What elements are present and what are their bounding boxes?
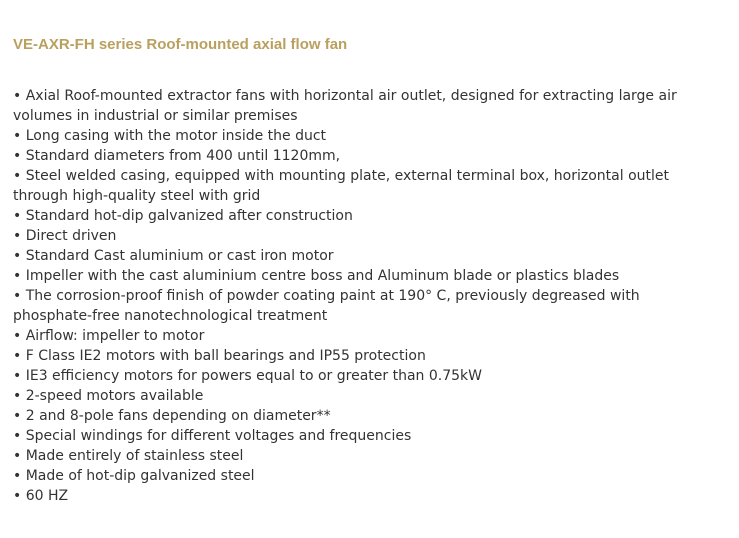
- feature-item: • Impeller with the cast aluminium centre boss and Aluminum blade or plastics blades: [13, 266, 713, 286]
- feature-item: • Made entirely of stainless steel: [13, 446, 713, 466]
- feature-item: • Long casing with the motor inside the duct: [13, 126, 713, 146]
- feature-item: • 2-speed motors available: [13, 386, 713, 406]
- feature-item: • Standard Cast aluminium or cast iron motor: [13, 246, 713, 266]
- feature-item: • Direct driven: [13, 226, 713, 246]
- feature-item: • Made of hot-dip galvanized steel: [13, 466, 713, 486]
- page-title: VE-AXR-FH series Roof-mounted axial flow fan: [13, 36, 348, 53]
- feature-item: • The corrosion-proof finish of powder coating paint at 190° C, previously degreased with phosphate-free nanotechnological treatment: [13, 286, 713, 326]
- feature-item: • F Class IE2 motors with ball bearings and IP55 protection: [13, 346, 713, 366]
- feature-item: • 2 and 8-pole fans depending on diameter**: [13, 406, 713, 426]
- feature-item: • Steel welded casing, equipped with mounting plate, external terminal box, horizontal outlet through high-quality steel with grid: [13, 166, 713, 206]
- feature-item: • IE3 efficiency motors for powers equal to or greater than 0.75kW: [13, 366, 713, 386]
- feature-item: • Axial Roof-mounted extractor fans with horizontal air outlet, designed for extracting large air volumes in industrial or similar premises: [13, 86, 713, 126]
- feature-list: [13, 86, 713, 506]
- feature-item: • Airflow: impeller to motor: [13, 326, 713, 346]
- feature-item: • Standard diameters from 400 until 1120mm,: [13, 146, 713, 166]
- feature-item: • 60 HZ: [13, 486, 713, 506]
- feature-item: • Special windings for different voltages and frequencies: [13, 426, 713, 446]
- feature-item: • Standard hot-dip galvanized after construction: [13, 206, 713, 226]
